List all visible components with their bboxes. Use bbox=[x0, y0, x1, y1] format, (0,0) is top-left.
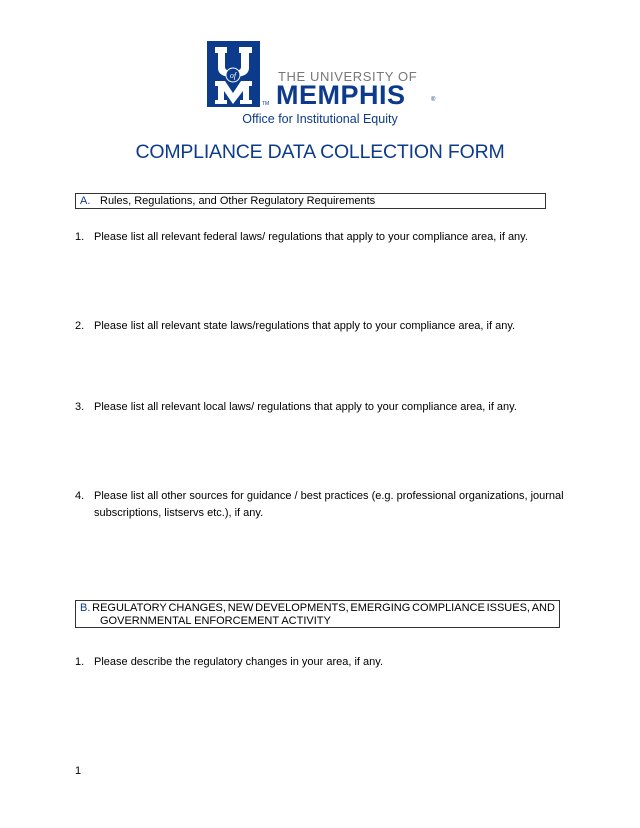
question-text: Please describe the regulatory changes in your area, if any. bbox=[94, 656, 384, 668]
question-text: Please list all relevant local laws/ regulations that apply to your compliance area, if any. bbox=[94, 401, 517, 413]
section-b-word: COMPLIANCE bbox=[412, 602, 485, 614]
logo-line1: THE UNIVERSITY OF bbox=[278, 69, 418, 84]
page-title: COMPLIANCE DATA COLLECTION FORM bbox=[135, 141, 505, 163]
question-a1 bbox=[75, 229, 570, 246]
section-b-word: CHANGES, bbox=[168, 602, 226, 614]
university-logo bbox=[207, 41, 447, 111]
page-number: 1 bbox=[75, 765, 82, 777]
section-b-title-line2: GOVERNMENTAL ENFORCEMENT ACTIVITY bbox=[100, 615, 331, 627]
section-b-word: EMERGING bbox=[350, 602, 411, 614]
question-number: 1. bbox=[75, 656, 85, 668]
section-a-title: Rules, Regulations, and Other Regulatory Requirements bbox=[100, 195, 376, 207]
question-text: Please list all other sources for guidance / best practices (e.g. professional organizations, journal subscriptions, listservs etc.), if any. bbox=[94, 490, 564, 519]
question-number: 3. bbox=[75, 401, 85, 413]
section-b-letter: B. bbox=[80, 602, 91, 614]
section-a-letter: A. bbox=[80, 195, 91, 207]
question-number: 1. bbox=[75, 231, 85, 243]
question-number: 2. bbox=[75, 320, 85, 332]
svg-text:of: of bbox=[229, 71, 237, 80]
question-number: 4. bbox=[75, 490, 85, 502]
section-b-word: REGULATORY bbox=[92, 602, 167, 614]
question-b1 bbox=[75, 654, 570, 671]
question-a4 bbox=[75, 488, 570, 522]
question-text: Please list all relevant state laws/regulations that apply to your compliance area, if any. bbox=[94, 320, 516, 332]
section-b-header bbox=[75, 600, 560, 628]
section-a-header bbox=[75, 193, 546, 209]
section-b-word: NEW bbox=[227, 602, 254, 614]
section-b-title-line1 bbox=[80, 602, 555, 615]
section-b-word: DEVELOPMENTS, bbox=[255, 602, 349, 614]
office-name: Office for Institutional Equity bbox=[242, 112, 398, 126]
section-b-word: AND bbox=[531, 602, 555, 614]
logo-line2: MEMPHIS bbox=[276, 80, 406, 110]
question-a2 bbox=[75, 318, 570, 335]
question-text: Please list all relevant federal laws/ regulations that apply to your compliance area, if any. bbox=[94, 231, 528, 243]
um-monogram-letters bbox=[207, 41, 260, 107]
question-a3 bbox=[75, 399, 570, 416]
registered-mark: ® bbox=[431, 97, 436, 103]
section-b-word: ISSUES, bbox=[486, 602, 530, 614]
trademark: TM bbox=[262, 101, 270, 107]
